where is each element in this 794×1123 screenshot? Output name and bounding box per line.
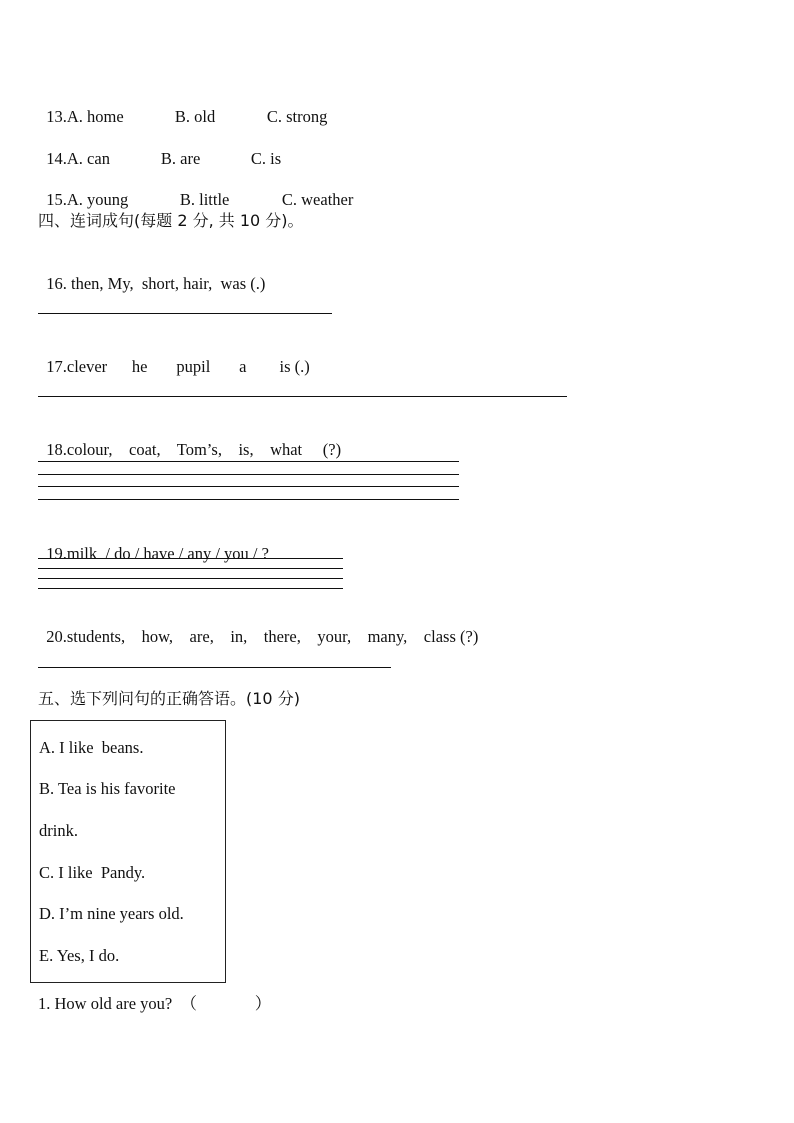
question-19-words: milk / do / have / any / you / ? (66, 544, 269, 563)
question-17-number: 17. (46, 357, 67, 376)
question-13-option-b: B. old (174, 107, 216, 126)
question-20-number: 20. (46, 627, 67, 646)
answer-option-b: B. Tea is his favorite (39, 779, 176, 798)
question-13-option-c: C. strong (266, 107, 328, 126)
answer-line-20[interactable] (38, 667, 391, 668)
answer-line-19a[interactable] (38, 558, 343, 559)
question-18 (38, 420, 341, 460)
question-13-number: 13. (46, 107, 67, 126)
answer-line-16[interactable] (38, 313, 332, 314)
question-19-number: 19. (46, 544, 67, 563)
answer-line-19c[interactable] (38, 578, 343, 579)
question-16 (38, 254, 265, 294)
question-14-option-a: A. can (66, 149, 110, 168)
question-16-words: then, My, short, hair, was (.) (66, 274, 266, 293)
answer-options-box (30, 720, 226, 983)
question-17-words: clever he pupil a is (.) (66, 357, 310, 376)
question-14-option-c: C. is (250, 149, 282, 168)
answer-option-d: D. I’m nine years old. (39, 904, 184, 923)
answer-line-18b[interactable] (38, 474, 459, 475)
question-13 (38, 87, 327, 127)
question-15-option-c: C. weather (281, 190, 354, 209)
answer-line-18c[interactable] (38, 486, 459, 487)
section-5-question-1: 1. How old are you? （ ） (38, 994, 272, 1013)
section-4-heading: 四、连词成句(每题 2 分, 共 10 分)。 (38, 211, 304, 230)
answer-line-18d[interactable] (38, 499, 459, 500)
question-17 (38, 337, 310, 377)
question-14-number: 14. (46, 149, 67, 168)
answer-option-c: C. I like Pandy. (39, 863, 146, 882)
question-16-number: 16. (46, 274, 67, 293)
question-15-option-a: A. young (66, 190, 129, 209)
question-15-option-b: B. little (179, 190, 230, 209)
answer-option-e: E. Yes, I do. (39, 946, 120, 965)
question-13-option-a: A. home (66, 107, 124, 126)
question-20-words: students, how, are, in, there, your, many, class (?) (66, 627, 479, 646)
answer-line-19d[interactable] (38, 588, 343, 589)
question-14-option-b: B. are (160, 149, 201, 168)
section-5-heading: 五、选下列问句的正确答语。(10 分) (38, 689, 300, 708)
question-18-words: colour, coat, Tom’s, is, what (?) (66, 440, 342, 459)
answer-line-17[interactable] (38, 396, 567, 397)
answer-line-19b[interactable] (38, 568, 343, 569)
question-20 (38, 607, 478, 647)
question-15 (38, 170, 353, 210)
question-15-number: 15. (46, 190, 67, 209)
answer-option-b-continued: drink. (39, 821, 78, 840)
question-18-number: 18. (46, 440, 67, 459)
answer-line-18a[interactable] (38, 461, 459, 462)
question-14 (38, 129, 281, 169)
answer-option-a: A. I like beans. (39, 738, 144, 757)
